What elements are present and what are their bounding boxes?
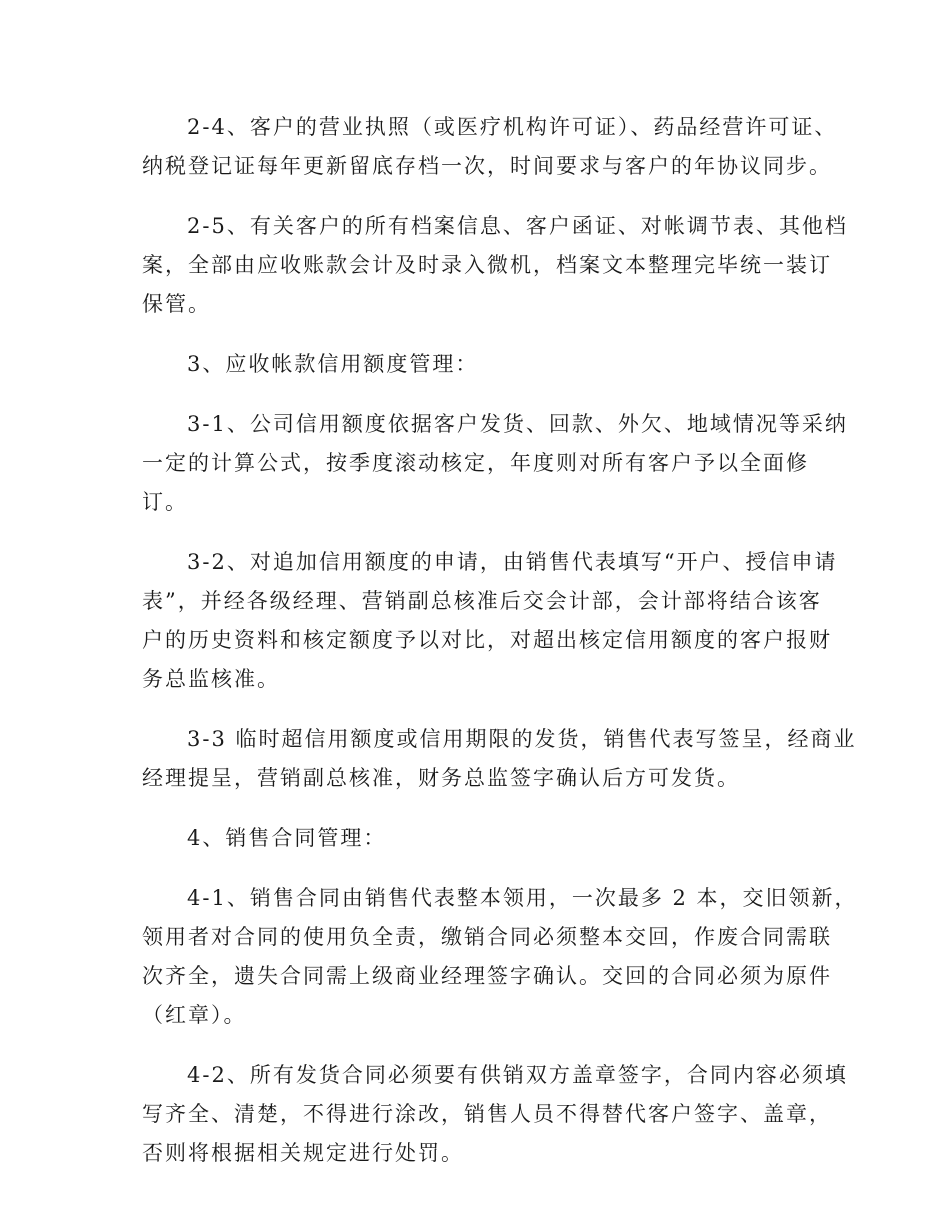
text-line: 否则将根据相关规定进行处罚。	[142, 1141, 464, 1165]
text-line: 4、销售合同管理：	[187, 826, 387, 850]
text-line: 3、应收帐款信用额度管理：	[187, 352, 479, 376]
text-line: 4-2、所有发货合同必须要有供销双方盖章签字，合同内容必须填	[187, 1063, 848, 1087]
text-line: 领用者对合同的使用负全责，缴销合同必须整本交回，作废合同需联	[142, 925, 832, 949]
text-line: 写齐全、清楚，不得进行涂改，销售人员不得替代客户签字、盖章，	[142, 1102, 832, 1126]
text-line: 4-1、销售合同由销售代表整本领用，一次最多 2 本，交旧领新，	[187, 886, 858, 910]
paragraph-3-3	[142, 720, 857, 798]
text-line: 一定的计算公式，按季度滚动核定，年度则对所有客户予以全面修	[142, 451, 809, 475]
paragraph-4-1	[142, 879, 858, 1035]
text-line: 2-5、有关客户的所有档案信息、客户函证、对帐调节表、其他档	[187, 214, 848, 238]
text-line: 3-1、公司信用额度依据客户发货、回款、外欠、地域情况等采纳	[187, 412, 848, 436]
text-line: 3-2、对追加信用额度的申请，由销售代表填写“开户、授信申请	[187, 550, 838, 574]
text-line: 次齐全，遗失合同需上级商业经理签字确认。交回的合同必须为原件	[142, 964, 832, 988]
text-line: 户的历史资料和核定额度予以对比，对超出核定信用额度的客户报财	[142, 628, 832, 652]
document-body	[142, 108, 858, 1194]
text-line: （红章）。	[142, 1003, 247, 1027]
text-line: 3-3 临时超信用额度或信用期限的发货，销售代表写签呈，经商业	[187, 727, 857, 751]
paragraph-3-1	[142, 405, 848, 522]
text-line: 纳税登记证每年更新留底存档一次，时间要求与客户的年协议同步。	[142, 154, 832, 178]
text-line: 订。	[142, 490, 188, 514]
text-line: 案，全部由应收账款会计及时录入微机，档案文本整理完毕统一装订	[142, 253, 832, 277]
paragraph-3-2	[142, 543, 838, 699]
paragraph-4-2	[142, 1056, 848, 1173]
text-line: 2-4、客户的营业执照（或医疗机构许可证）、药品经营许可证、	[187, 115, 838, 139]
paragraph-2-4	[142, 108, 838, 186]
text-line: 务总监核准。	[142, 667, 280, 691]
text-line: 保管。	[142, 292, 211, 316]
text-line: 表”，并经各级经理、营销副总核准后交会计部，会计部将结合该客	[142, 589, 822, 613]
paragraph-2-5	[142, 207, 848, 324]
section-heading-3	[142, 345, 810, 384]
text-line: 经理提呈，营销副总核准，财务总监签字确认后方可发货。	[142, 766, 740, 790]
section-heading-4	[142, 819, 810, 858]
